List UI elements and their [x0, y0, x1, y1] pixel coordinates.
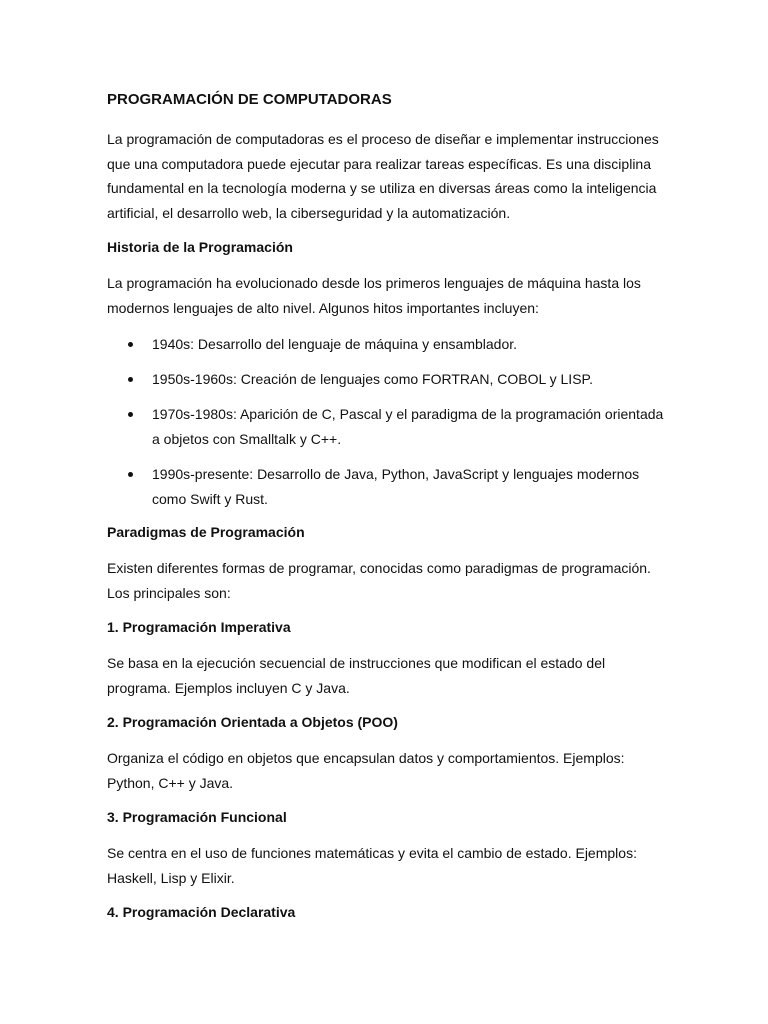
history-list [107, 332, 668, 512]
bullet-icon [128, 412, 133, 417]
paradigm-heading-declarative: 4. Programación Declarativa [107, 904, 296, 920]
list-item [107, 367, 668, 392]
paradigms-heading: Paradigmas de Programación [107, 524, 305, 540]
list-item-text: 1990s-presente: Desarrollo de Java, Python, JavaScript y lenguajes modernos como Swift y Rust. [152, 466, 640, 507]
paradigm-heading-oop: 2. Programación Orientada a Objetos (POO) [107, 714, 398, 730]
bullet-icon [128, 472, 133, 477]
paradigm-text-functional: Se centra en el uso de funciones matemáticas y evita el cambio de estado. Ejemplos: Haskell, Lisp y Elixir. [107, 845, 637, 886]
bullet-icon [128, 377, 133, 382]
list-item [107, 402, 668, 452]
paradigm-heading-functional: 3. Programación Funcional [107, 809, 287, 825]
list-item-text: 1970s-1980s: Aparición de C, Pascal y el paradigma de la programación orientada a objetos con Smalltalk y C++. [152, 406, 664, 447]
paradigm-text-imperative: Se basa en la ejecución secuencial de instrucciones que modifican el estado del programa. Ejemplos incluyen C y Java. [107, 655, 606, 696]
history-heading: Historia de la Programación [107, 239, 293, 255]
paradigm-text-oop: Organiza el código en objetos que encapsulan datos y comportamientos. Ejemplos: Python, C++ y Java. [107, 750, 625, 791]
paradigm-heading-imperative: 1. Programación Imperativa [107, 619, 291, 635]
list-item-text: 1940s: Desarrollo del lenguaje de máquina y ensamblador. [152, 336, 518, 352]
history-paragraph: La programación ha evolucionado desde los primeros lenguajes de máquina hasta los modernos lenguajes de alto nivel. Algunos hitos importantes incluyen: [107, 275, 641, 316]
paradigms-paragraph: Existen diferentes formas de programar, conocidas como paradigmas de programación. Los principales son: [107, 560, 651, 601]
list-item [107, 462, 668, 512]
intro-paragraph: La programación de computadoras es el proceso de diseñar e implementar instrucciones que una computadora puede ejecutar para realizar tareas específicas. Es una disciplina fundamental en la tecnología moderna y se utiliza en diversas áreas como la inteligencia artificial, el desarrollo web, la ciberseguridad y la automatización. [107, 131, 659, 221]
document-title: PROGRAMACIÓN DE COMPUTADORAS [107, 91, 392, 108]
bullet-icon [128, 342, 133, 347]
list-item [107, 332, 668, 357]
list-item-text: 1950s-1960s: Creación de lenguajes como FORTRAN, COBOL y LISP. [152, 371, 593, 387]
